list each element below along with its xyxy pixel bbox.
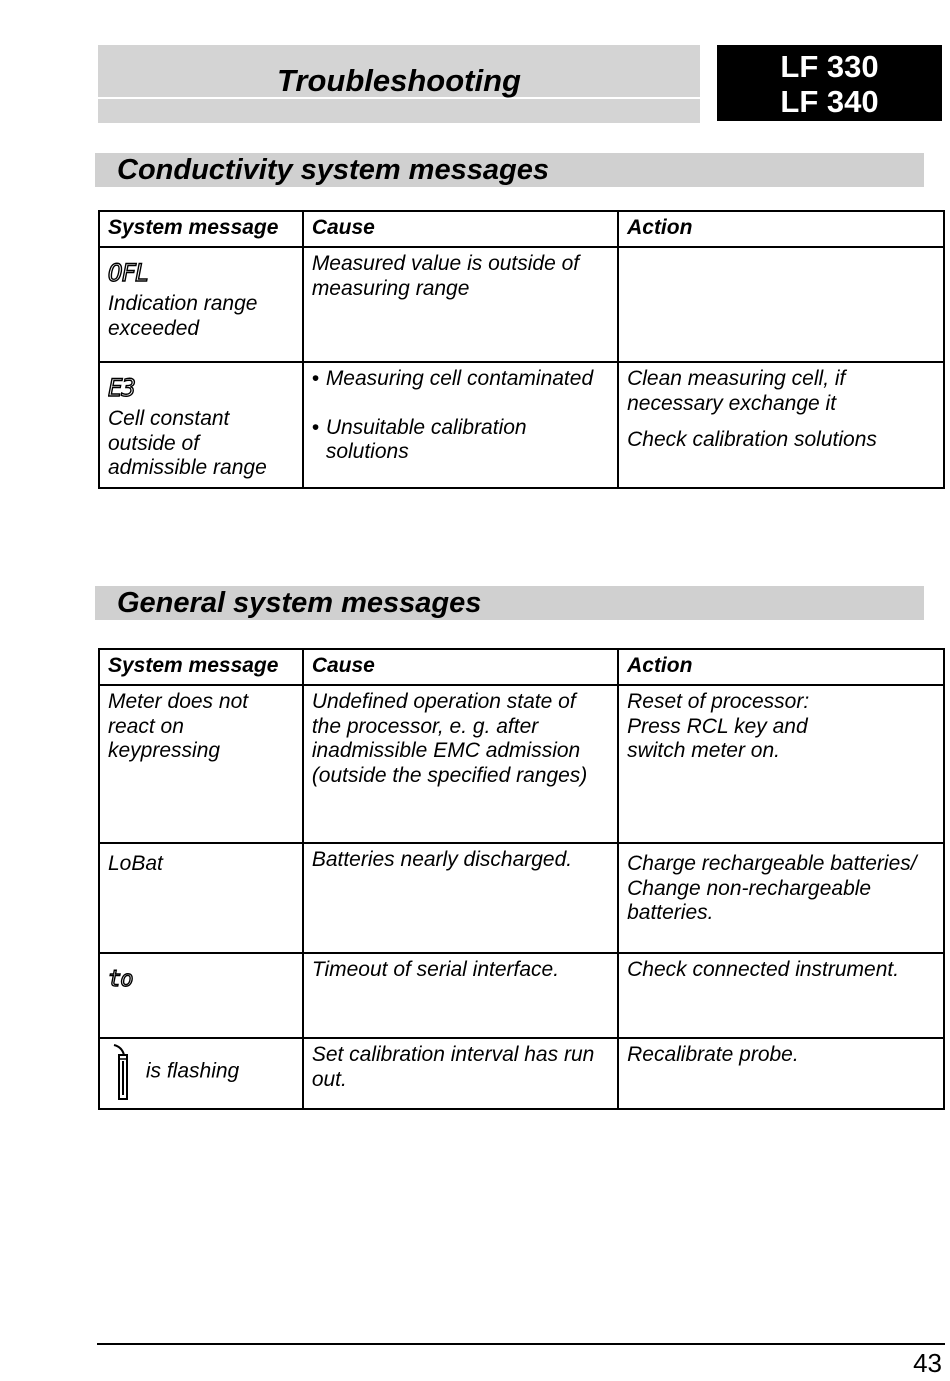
cause-cell: Undefined operation state of the processor, e. g. after inadmissible EMC admission (outside the specified ranges)	[303, 685, 618, 843]
action-text: Clean measuring cell, if necessary exchange it	[627, 367, 846, 415]
table-row	[99, 953, 944, 1038]
action-cell: Check connected instrument.	[618, 953, 944, 1038]
lcd-code: to	[108, 967, 133, 992]
message-text: Cell constant outside of admissible range	[108, 407, 267, 479]
message-text: is flashing	[145, 1059, 240, 1083]
footer-rule	[97, 1343, 945, 1345]
cause-cell: Timeout of serial interface.	[303, 953, 618, 1038]
lcd-code: E3	[108, 374, 135, 401]
cause-cell	[303, 362, 618, 488]
column-header: Cause	[303, 649, 618, 685]
table-row	[99, 247, 944, 362]
cause-bullet: • Unsuitable calibration solutions	[312, 416, 609, 465]
page-number: 43	[913, 1348, 942, 1378]
action-cell	[618, 362, 944, 488]
table-row	[99, 362, 944, 488]
model-box	[717, 45, 942, 121]
cause-cell: Set calibration interval has run out.	[303, 1038, 618, 1109]
column-header: Action	[618, 649, 944, 685]
action-cell: Recalibrate probe.	[618, 1038, 944, 1109]
system-message-cell: Meter does not react on keypressing	[99, 685, 303, 843]
section-title: General system messages	[117, 587, 482, 619]
cause-cell: Measured value is outside of measuring range	[303, 247, 618, 362]
lcd-ofl-icon	[108, 256, 148, 286]
table-header-row	[99, 211, 944, 247]
page-title: Troubleshooting	[277, 63, 521, 98]
section-heading-general	[95, 586, 924, 620]
table-row	[99, 843, 944, 953]
section-title: Conductivity system messages	[117, 154, 549, 186]
system-message-cell: LoBat	[99, 843, 303, 953]
lcd-code: OFL	[108, 259, 148, 286]
system-message-cell	[99, 1038, 303, 1109]
message-text: Indication range exceeded	[108, 292, 258, 340]
action-cell	[618, 247, 944, 362]
table-header-row	[99, 649, 944, 685]
system-message-cell	[99, 362, 303, 488]
column-header: System message	[99, 211, 303, 247]
cause-bullet: • Measuring cell contaminated	[312, 367, 609, 392]
model-line-2: LF 340	[780, 84, 879, 119]
action-line: Reset of processor:	[627, 690, 810, 713]
general-table	[98, 648, 945, 1110]
probe-icon	[108, 1043, 130, 1101]
column-header: Action	[618, 211, 944, 247]
system-message-cell	[99, 953, 303, 1038]
action-cell: Charge rechargeable batteries/ Change non-rechargeable batteries.	[618, 843, 944, 953]
action-line: switch meter on.	[627, 739, 780, 762]
table-row	[99, 1038, 944, 1109]
action-cell	[618, 685, 944, 843]
table-row	[99, 685, 944, 843]
lcd-to-icon	[108, 962, 138, 992]
column-header: Cause	[303, 211, 618, 247]
header-bar	[98, 45, 700, 123]
section-heading-conductivity	[95, 153, 924, 187]
conductivity-table	[98, 210, 945, 489]
cause-cell: Batteries nearly discharged.	[303, 843, 618, 953]
action-text: Check calibration solutions	[627, 428, 877, 451]
model-line-1: LF 330	[780, 49, 879, 84]
lcd-e3-icon	[108, 371, 138, 401]
system-message-cell	[99, 247, 303, 362]
column-header: System message	[99, 649, 303, 685]
action-line: Press RCL key and	[627, 714, 808, 738]
